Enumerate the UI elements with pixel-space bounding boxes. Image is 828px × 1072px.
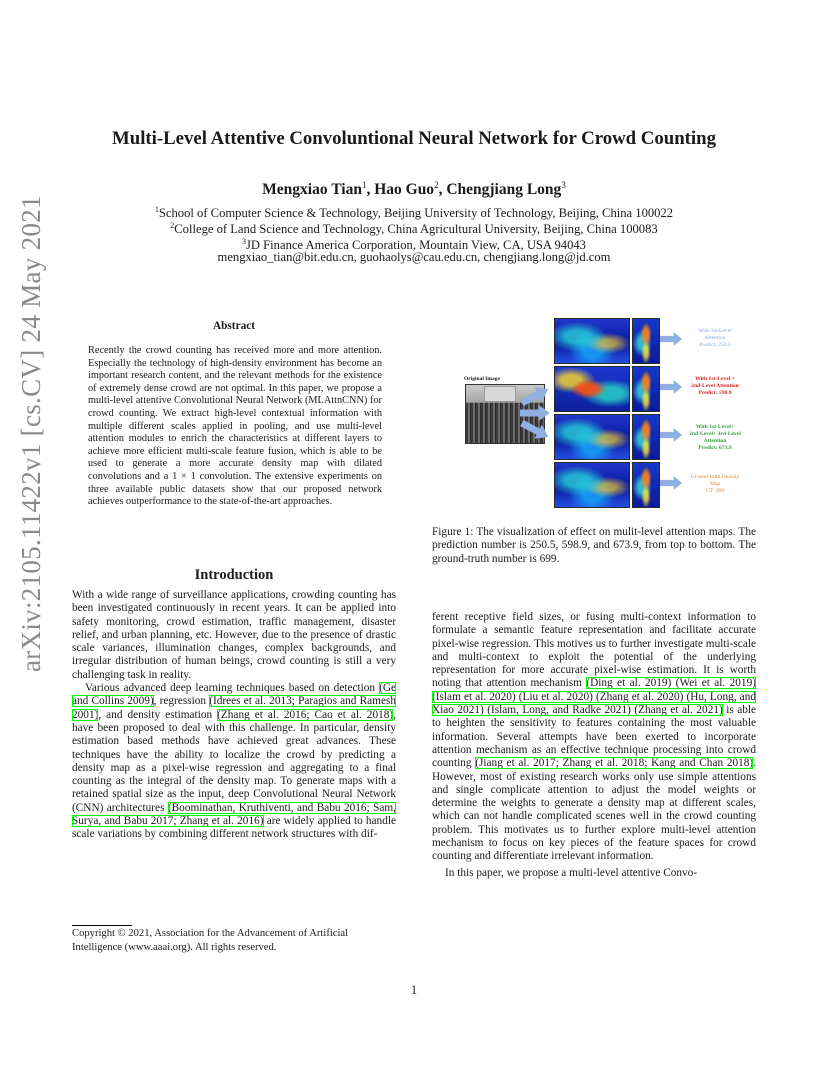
attention-map-level-2 (632, 366, 660, 412)
right-column (432, 611, 756, 880)
attention-map-ground-truth (632, 462, 660, 508)
attention-map-level-3 (632, 414, 660, 460)
citation-link[interactable]: (Zhang et al. 2016; Cao et al. 2018) (217, 708, 394, 721)
text-run: ferent receptive field sizes, or fusing multi-context information to formulate a semantic feature representation and facilitate accurate pixel-wise regression. This motives us to further investigate multi-scale and multi-context to exploit the potential of the underlying representation for more accurate pixel-wise estimation. It is worth noting that attention mechanism (432, 611, 756, 690)
copyright-footnote: Copyright © 2021, Association for the Advancement of Artificial Intelligence (www.aaai.org). All rights reserved. (72, 928, 349, 953)
label-line: With 1st-Level + (695, 376, 735, 382)
affil-text: School of Computer Science & Technology, Beijing University of Technology, Beijing, China 100022 (158, 206, 674, 221)
figure-1 (432, 316, 756, 494)
label-prediction: Predict: 598.9 (698, 390, 732, 396)
label-level-1 (684, 328, 746, 349)
arrow-level-1-result (660, 332, 682, 346)
figure-1-caption: Figure 1: The visualization of effect on mulit-level attention maps. The prediction number is 250.5, 598.9, and 673.9, from top to bottom. The ground-truth number is 699. (432, 526, 756, 565)
arrow-level-3-result (660, 428, 682, 442)
label-prediction: Predict: 673.9 (698, 445, 732, 451)
citation-link[interactable]: (Ding et al. 2019) (Wei et al. 2019) (Islam et al. 2020) (Liu et al. 2020) (Zhang et al. 2020) (Hu, Long, and Xiao 2021) (Islam, Long, and Radke 2021) (Zhang et al. 2021) (432, 677, 756, 717)
text-run: is able to heighten the sensitivity to features containing the most valuable information. Several attempts have been exerted to incorporate attention mechanism as an effective technique processing into crowd counting (432, 704, 757, 770)
footnote-rule (72, 925, 132, 926)
attention-map-level-1 (632, 318, 660, 364)
original-image-label: Original Image (464, 376, 500, 382)
citation-link[interactable]: (Ge and Collins 2009) (72, 682, 396, 708)
text-run: Various advanced deep learning techniques based on detection (85, 682, 380, 695)
intro-paragraph-continued (432, 611, 756, 864)
text-run: are widely applied to handle scale variations by combining different network structures with dif- (72, 815, 397, 841)
author-affil-mark: 3 (561, 180, 566, 190)
introduction-heading: Introduction (194, 567, 274, 583)
affil-text: JD Finance America Corporation, Mountain View, CA, USA 94043 (246, 238, 586, 253)
label-line: Attention (704, 335, 726, 341)
author-name: Chengjiang Long (446, 181, 562, 199)
density-map-level-2 (554, 366, 630, 412)
label-line: Map (709, 481, 721, 487)
text-run: , regression (153, 695, 210, 708)
author-affil-mark: 1 (361, 180, 367, 190)
text-run: . However, most of existing research works only use simple attentions and single complicate attention to adjust the model weights or determine the weights to generate a density map at different scales, which can not handle complicated scenes well in the crowd counting problem. This motivates us to further explore multi-level attention mechanism to focus on key pieces of the feature spaces for crowd counting and differentiate irrelevant information. (432, 757, 757, 863)
author-list (40, 180, 788, 199)
intro-paragraph-2 (72, 682, 396, 842)
author-separator: , (366, 181, 375, 199)
text-run: , and density estimation (98, 708, 218, 721)
affil-mark: 1 (154, 205, 159, 214)
arxiv-identifier: arXiv:2105.11422v1 [cs.CV] 24 May 2021 (16, 195, 46, 672)
abstract-heading: Abstract (212, 320, 256, 332)
author-name: Hao Guo (374, 181, 435, 199)
author-name: Mengxiao Tian (262, 181, 362, 199)
label-line: With 1st-Level (698, 328, 732, 334)
text-run: , have been proposed to deal with this challenge. In particular, density estimation based methods have achieved great advances. These techniques have the ability to localize the crowd by predicting a density map as a pixel-wise regression and aggregating to a final counting as the integral of the density map. To generate maps with a retained spatial size as the input, deep Convolutional Neural Network (CNN) architectures (72, 708, 396, 814)
label-line: 2nd-Level+ 3rd-Level Attention (689, 431, 741, 444)
label-prediction: GT: 699 (705, 488, 725, 494)
citation-link[interactable]: (Boominathan, Kruthiventi, and Babu 2016; Sam, Surya, and Babu 2017; Zhang et al. 2016) (72, 801, 397, 828)
left-column (72, 589, 396, 842)
abstract-body: Recently the crowd counting has received more and more attention. Especially the technology of high-density environment has become an important research content, and the relevant methods for the existence of extremely dense crowd are not optimal. In this paper, we propose a multi-level attentive Convolutional Neural Network (MLAttnCNN) for crowd counting. We extract high-level contextual information with multiple different scales applied in pooling, and use multi-level attention modules to enrich the characteristics at different layers to achieve more efficient multi-scale feature fusion, which is able to be used to generate a more accurate density map with dilated convolutions and a 1 × 1 convolution. The extensive experiments on three available public datasets show that our proposed network achieves outperformance to the state-of-the-art approaches. (88, 345, 382, 508)
page-number: 1 (410, 983, 418, 997)
arxiv-sidebar-stamp (16, 195, 56, 712)
density-map-level-3 (554, 414, 630, 460)
arrow-level-2-result (660, 380, 682, 394)
author-separator: , (438, 181, 447, 199)
density-map-ground-truth (554, 462, 630, 508)
affil-text: College of Land Science and Technology, China Agricultural University, Beijing, China 100083 (174, 222, 658, 237)
label-ground-truth (684, 474, 746, 495)
citation-link[interactable]: (Idrees et al. 2013; Paragios and Ramesh 2001) (72, 695, 397, 721)
intro-paragraph-next: In this paper, we propose a multi-level attentive Convo- (445, 866, 698, 879)
affil-mark: 2 (170, 221, 175, 230)
label-line: 2nd-Level Attention (691, 383, 739, 389)
density-map-level-1 (554, 318, 630, 364)
label-level-2 (684, 376, 746, 397)
label-prediction: Predict: 250.5 (699, 342, 731, 348)
author-emails: mengxiao_tian@bit.edu.cn, guohaolys@cau.edu.cn, chengjiang.long@jd.com (217, 250, 611, 264)
intro-paragraph-1: With a wide range of surveillance applications, crowding counting has been investigated continuously in recent years. It can be applied into safety monitoring, crowd estimation, traffic management, disaster relief, and urban planning, etc. However, due to the presence of drastic scale variances, illumination changes, complex backgrounds, and irregular distribution of human beings, crowd counting is still a very challenging task in reality. (72, 589, 396, 681)
author-affil-mark: 2 (434, 180, 439, 190)
paper-title: Multi-Level Attentive Convoluntional Neural Network for Crowd Counting (112, 128, 716, 149)
label-line: Ground-truth Density (690, 474, 740, 480)
citation-link[interactable]: (Jiang et al. 2017; Zhang et al. 2018; Kang and Chan 2018) (475, 757, 754, 770)
photo-building (484, 386, 516, 402)
arrow-ground-truth-result (660, 476, 682, 490)
affil-mark: 3 (242, 237, 247, 246)
label-level-3 (684, 424, 746, 452)
label-line: With 1st-Level+ (695, 424, 735, 430)
